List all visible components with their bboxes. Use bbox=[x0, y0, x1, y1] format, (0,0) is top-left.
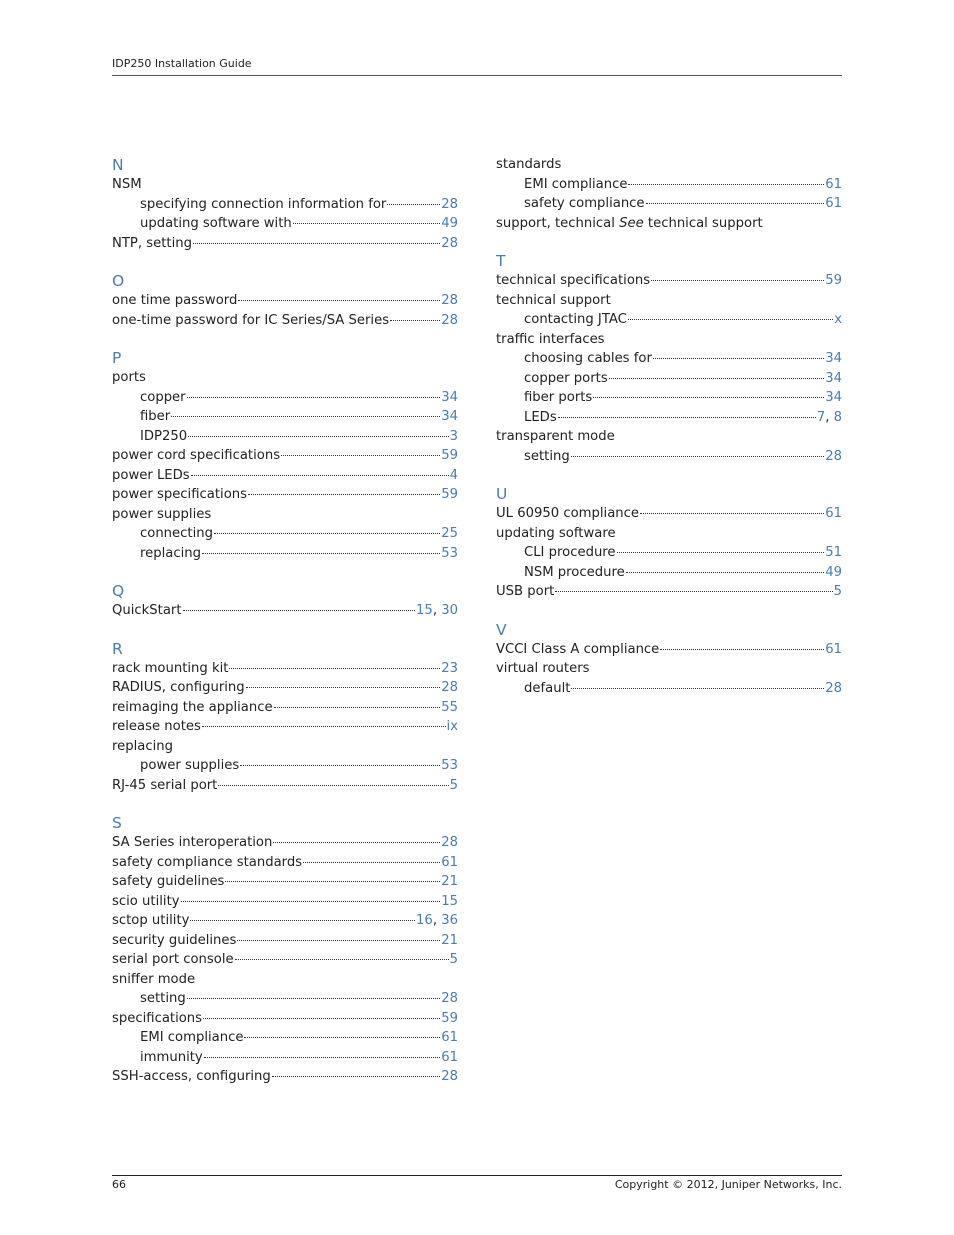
dot-leader bbox=[183, 610, 416, 611]
section-letter: U bbox=[496, 485, 508, 503]
index-term: safety guidelines bbox=[112, 874, 225, 889]
index-section bbox=[112, 155, 458, 253]
page-refs bbox=[441, 388, 458, 408]
section-letter: R bbox=[112, 639, 123, 658]
page-link[interactable]: 61 bbox=[825, 641, 842, 657]
copyright-notice: Copyright © 2012, Juniper Networks, Inc. bbox=[614, 1178, 842, 1191]
index-subentry bbox=[496, 543, 842, 563]
dot-leader bbox=[558, 417, 816, 418]
index-section bbox=[112, 271, 458, 330]
index-term: UL 60950 compliance bbox=[496, 506, 640, 521]
index-entry bbox=[112, 950, 458, 970]
page-refs bbox=[441, 291, 458, 311]
page-link[interactable]: 7 bbox=[816, 409, 826, 425]
index-heading: transparent mode bbox=[496, 429, 615, 444]
index-term: updating software with bbox=[140, 216, 292, 231]
index-entry bbox=[112, 466, 458, 486]
index-subentry bbox=[112, 989, 458, 1009]
index-term: EMI compliance bbox=[524, 176, 628, 192]
page-refs bbox=[450, 776, 458, 796]
page-refs bbox=[441, 678, 458, 698]
index-term: contacting JTAC bbox=[524, 312, 627, 327]
page-refs bbox=[441, 989, 458, 1009]
page-link[interactable]: 28 bbox=[441, 991, 458, 1006]
index-term: sctop utility bbox=[112, 913, 190, 928]
page-link[interactable]: 28 bbox=[441, 293, 458, 308]
index-subentry bbox=[496, 369, 842, 389]
index-term: specifications bbox=[112, 1010, 203, 1026]
index-subentry bbox=[112, 388, 458, 408]
index-section bbox=[496, 620, 842, 699]
index-entry bbox=[112, 485, 458, 505]
page-refs bbox=[441, 1009, 458, 1029]
dot-leader bbox=[204, 1057, 441, 1058]
index-entry bbox=[112, 1067, 458, 1087]
running-header: IDP250 Installation Guide bbox=[112, 57, 252, 70]
index-term: safety compliance standards bbox=[112, 854, 303, 870]
page-link[interactable]: 8 bbox=[833, 409, 842, 425]
dot-leader bbox=[281, 455, 440, 456]
index-term: EMI compliance bbox=[140, 1030, 244, 1045]
page-refs bbox=[825, 349, 842, 369]
dot-leader bbox=[191, 475, 449, 476]
dot-leader bbox=[646, 203, 825, 204]
index-section bbox=[112, 581, 458, 621]
page-refs bbox=[441, 1048, 458, 1068]
page-link[interactable]: 15 bbox=[416, 603, 433, 618]
page-refs bbox=[825, 447, 842, 467]
page-refs bbox=[441, 214, 458, 234]
page-link[interactable]: 5 bbox=[449, 952, 458, 967]
index-term: support, technical bbox=[496, 215, 620, 231]
index-section bbox=[112, 813, 458, 1087]
page-link[interactable]: 34 bbox=[825, 390, 842, 405]
index-subentry bbox=[112, 1028, 458, 1048]
index-term: release notes bbox=[112, 719, 201, 734]
index-subentry bbox=[496, 349, 842, 369]
dot-leader bbox=[171, 416, 440, 417]
page-refs bbox=[416, 601, 458, 621]
page-refs bbox=[441, 931, 458, 951]
index-term: SA Series interoperation bbox=[112, 835, 273, 850]
section-letter: T bbox=[496, 252, 506, 270]
dot-leader bbox=[293, 223, 440, 224]
page-link[interactable]: 28 bbox=[441, 835, 458, 850]
page-number: 66 bbox=[112, 1178, 126, 1191]
index-entry bbox=[496, 640, 842, 660]
page-link[interactable]: 61 bbox=[441, 1030, 458, 1045]
index-heading: sniffer mode bbox=[112, 971, 196, 987]
see-target: technical support bbox=[643, 215, 763, 231]
index-entry bbox=[112, 931, 458, 951]
index-entry bbox=[112, 853, 458, 873]
page-link[interactable]: 28 bbox=[441, 312, 458, 328]
dot-leader bbox=[617, 552, 825, 553]
index-heading: NSM bbox=[112, 177, 142, 192]
page-link[interactable]: 28 bbox=[825, 448, 842, 464]
page-link[interactable]: 28 bbox=[441, 1069, 458, 1084]
page-refs bbox=[441, 524, 458, 544]
index-subentry bbox=[112, 407, 458, 427]
index-column-right bbox=[496, 155, 842, 698]
page-refs bbox=[441, 892, 458, 912]
index-subentry bbox=[496, 679, 842, 699]
page-link[interactable]: 59 bbox=[441, 487, 458, 502]
index-term: USB port bbox=[496, 584, 555, 599]
page-link[interactable]: 3 bbox=[449, 428, 458, 444]
dot-leader bbox=[303, 862, 440, 863]
section-letter: S bbox=[112, 814, 122, 832]
page-refs bbox=[825, 271, 842, 291]
page-refs bbox=[441, 853, 458, 873]
page-link[interactable]: 49 bbox=[441, 216, 458, 231]
index-term: LEDs bbox=[524, 409, 557, 425]
index-subentry bbox=[112, 195, 458, 215]
page-link[interactable]: 53 bbox=[441, 758, 458, 773]
page-refs bbox=[441, 1067, 458, 1087]
index-term: VCCI Class A compliance bbox=[496, 641, 660, 657]
dot-leader bbox=[626, 572, 825, 573]
page-link[interactable]: 61 bbox=[441, 1049, 458, 1065]
section-letter: N bbox=[112, 156, 124, 174]
page-refs bbox=[441, 659, 458, 679]
page-refs bbox=[416, 911, 458, 931]
page-refs bbox=[834, 310, 842, 330]
page-link[interactable]: 59 bbox=[825, 273, 842, 288]
dot-leader bbox=[248, 494, 440, 495]
page-link[interactable]: 49 bbox=[825, 564, 842, 580]
dot-leader bbox=[235, 959, 449, 960]
index-entry bbox=[112, 1009, 458, 1029]
dot-leader bbox=[571, 688, 824, 689]
dot-leader bbox=[218, 785, 448, 786]
index-entry bbox=[112, 678, 458, 698]
index-heading: standards bbox=[496, 157, 562, 172]
dot-leader bbox=[593, 397, 824, 398]
page-link[interactable]: 28 bbox=[441, 235, 458, 251]
dot-leader bbox=[188, 436, 448, 437]
page-link[interactable]: x bbox=[834, 312, 842, 327]
page-refs bbox=[441, 1028, 458, 1048]
index-section bbox=[112, 348, 458, 563]
dot-leader bbox=[193, 243, 440, 244]
page-link[interactable]: 61 bbox=[825, 506, 842, 521]
index-term: copper ports bbox=[524, 370, 608, 386]
index-term: replacing bbox=[140, 545, 202, 561]
dot-leader bbox=[274, 707, 441, 708]
page-refs bbox=[825, 563, 842, 583]
index-term: power supplies bbox=[140, 758, 240, 773]
page-refs bbox=[441, 756, 458, 776]
index-entry bbox=[112, 892, 458, 912]
page-link[interactable]: 51 bbox=[825, 545, 842, 560]
dot-leader bbox=[229, 668, 440, 669]
dot-leader bbox=[225, 881, 440, 882]
page-link[interactable]: 59 bbox=[441, 448, 458, 463]
dot-leader bbox=[190, 920, 415, 921]
index-subentry bbox=[496, 310, 842, 330]
dot-leader bbox=[653, 358, 824, 359]
index-entry bbox=[112, 659, 458, 679]
index-subentry bbox=[112, 524, 458, 544]
index-entry bbox=[112, 601, 458, 621]
page-separator: , bbox=[825, 409, 834, 425]
page-refs bbox=[817, 408, 842, 428]
dot-leader bbox=[628, 184, 824, 185]
index-subentry bbox=[112, 1048, 458, 1068]
index-section bbox=[496, 251, 842, 466]
page-link[interactable]: 61 bbox=[825, 196, 842, 211]
index-term: IDP250 bbox=[140, 428, 188, 444]
index-see-entry bbox=[496, 214, 842, 234]
page-link[interactable]: 21 bbox=[441, 874, 458, 889]
index-term: connecting bbox=[140, 526, 213, 541]
page-refs bbox=[447, 717, 458, 737]
index-term: security guidelines bbox=[112, 932, 237, 948]
page-link[interactable]: 30 bbox=[441, 603, 458, 618]
page-link[interactable]: 25 bbox=[441, 526, 458, 541]
section-letter: P bbox=[112, 349, 122, 367]
page-refs bbox=[441, 544, 458, 564]
index-section bbox=[496, 155, 842, 233]
index-entry bbox=[112, 833, 458, 853]
dot-leader bbox=[651, 280, 824, 281]
page-link[interactable]: 53 bbox=[441, 545, 458, 561]
index-heading: virtual routers bbox=[496, 661, 590, 676]
page-link[interactable]: 4 bbox=[449, 467, 458, 483]
index-entry bbox=[496, 582, 842, 602]
page-separator: , bbox=[432, 603, 442, 618]
page-refs bbox=[825, 194, 842, 214]
index-heading: technical support bbox=[496, 292, 611, 308]
index-heading: updating software bbox=[496, 525, 616, 541]
section-letter: V bbox=[496, 620, 507, 639]
page-link[interactable]: 28 bbox=[825, 680, 842, 696]
page-refs bbox=[825, 543, 842, 563]
index-heading: power supplies bbox=[112, 506, 212, 522]
page-refs bbox=[441, 833, 458, 853]
index-term: fiber ports bbox=[524, 390, 593, 405]
index-term: technical specifications bbox=[496, 273, 651, 288]
page-refs bbox=[825, 640, 842, 660]
index-subentry bbox=[496, 447, 842, 467]
index-entry bbox=[112, 717, 458, 737]
index-term: rack mounting kit bbox=[112, 660, 229, 676]
page-link[interactable]: 55 bbox=[441, 699, 458, 715]
page-refs bbox=[825, 369, 842, 389]
dot-leader bbox=[390, 320, 440, 321]
index-term: power LEDs bbox=[112, 467, 190, 483]
page-refs bbox=[825, 175, 842, 195]
dot-leader bbox=[187, 998, 441, 999]
page-refs bbox=[825, 504, 842, 524]
index-subentry bbox=[496, 388, 842, 408]
dot-leader bbox=[187, 397, 441, 398]
index-term: choosing cables for bbox=[524, 351, 652, 366]
index-term: safety compliance bbox=[524, 196, 645, 211]
index-term: CLI procedure bbox=[524, 545, 616, 560]
dot-leader bbox=[628, 319, 833, 320]
index-term: power cord specifications bbox=[112, 448, 281, 463]
dot-leader bbox=[214, 533, 440, 534]
index-subentry bbox=[112, 756, 458, 776]
dot-leader bbox=[246, 687, 441, 688]
index-subentry bbox=[112, 544, 458, 564]
dot-leader bbox=[609, 378, 825, 379]
page-refs bbox=[441, 485, 458, 505]
index-heading: ports bbox=[112, 370, 146, 385]
page-link[interactable]: 21 bbox=[441, 932, 458, 948]
dot-leader bbox=[238, 300, 440, 301]
page-refs bbox=[834, 582, 842, 602]
index-entry bbox=[112, 776, 458, 796]
page-refs bbox=[441, 311, 458, 331]
dot-leader bbox=[387, 204, 440, 205]
dot-leader bbox=[571, 456, 825, 457]
page-link[interactable]: 61 bbox=[825, 176, 842, 192]
page-separator: , bbox=[432, 913, 442, 928]
index-term: SSH-access, configuring bbox=[112, 1069, 271, 1084]
page-link[interactable]: 28 bbox=[441, 680, 458, 695]
page-link[interactable]: 34 bbox=[441, 389, 458, 405]
section-letter: Q bbox=[112, 582, 125, 600]
index-term: serial port console bbox=[112, 952, 234, 967]
index-term: setting bbox=[140, 991, 186, 1006]
dot-leader bbox=[181, 901, 441, 902]
index-term: setting bbox=[524, 448, 570, 464]
index-subentry bbox=[112, 214, 458, 234]
page-refs bbox=[450, 466, 458, 486]
header-rule bbox=[112, 75, 842, 76]
page-link[interactable]: 34 bbox=[825, 370, 842, 386]
dot-leader bbox=[640, 513, 824, 514]
index-subentry bbox=[496, 194, 842, 214]
index-subentry bbox=[496, 408, 842, 428]
dot-leader bbox=[244, 1037, 440, 1038]
dot-leader bbox=[237, 940, 440, 941]
index-subentry bbox=[112, 427, 458, 447]
page-link[interactable]: 28 bbox=[441, 196, 458, 212]
page-refs bbox=[441, 195, 458, 215]
dot-leader bbox=[240, 765, 440, 766]
index-term: power specifications bbox=[112, 487, 247, 502]
see-reference-word: See bbox=[619, 215, 644, 231]
index-term: copper bbox=[140, 389, 186, 405]
page-link[interactable]: ix bbox=[446, 719, 458, 734]
index-term: RJ-45 serial port bbox=[112, 777, 218, 793]
dot-leader bbox=[203, 1018, 440, 1019]
index-entry bbox=[112, 698, 458, 718]
page-refs bbox=[825, 388, 842, 408]
page-link[interactable]: 34 bbox=[825, 351, 842, 366]
index-term: fiber bbox=[140, 409, 171, 424]
index-column-left bbox=[112, 155, 458, 1087]
page-link[interactable]: 16 bbox=[416, 913, 433, 928]
index-term: NTP, setting bbox=[112, 235, 192, 251]
dot-leader bbox=[273, 842, 440, 843]
index-term: one time password bbox=[112, 293, 238, 308]
index-entry bbox=[496, 271, 842, 291]
index-term: RADIUS, configuring bbox=[112, 680, 245, 695]
index-entry bbox=[112, 234, 458, 254]
index-subentry bbox=[496, 175, 842, 195]
page-link[interactable]: 15 bbox=[441, 893, 458, 909]
index-term: immunity bbox=[140, 1049, 203, 1065]
index-subentry bbox=[496, 563, 842, 583]
index-term: one-time password for IC Series/SA Series bbox=[112, 312, 390, 328]
index-section bbox=[112, 639, 458, 796]
page-link[interactable]: 23 bbox=[441, 660, 458, 676]
index-entry bbox=[112, 311, 458, 331]
footer-rule bbox=[112, 1175, 842, 1176]
page-link[interactable]: 36 bbox=[441, 913, 458, 928]
page-refs bbox=[450, 950, 458, 970]
page-refs bbox=[825, 679, 842, 699]
index-entry bbox=[112, 446, 458, 466]
index-term: QuickStart bbox=[112, 603, 182, 618]
dot-leader bbox=[555, 591, 832, 592]
index-entry bbox=[112, 291, 458, 311]
page-refs bbox=[441, 407, 458, 427]
page-refs bbox=[450, 427, 458, 447]
index-heading: replacing bbox=[112, 738, 174, 754]
dot-leader bbox=[202, 726, 446, 727]
dot-leader bbox=[660, 649, 824, 650]
index-entry bbox=[496, 504, 842, 524]
section-letter: O bbox=[112, 272, 125, 290]
page-link[interactable]: 5 bbox=[833, 584, 842, 599]
index-section bbox=[496, 484, 842, 602]
page-refs bbox=[441, 698, 458, 718]
dot-leader bbox=[202, 553, 440, 554]
index-term: default bbox=[524, 680, 571, 696]
index-term: reimaging the appliance bbox=[112, 699, 273, 715]
page-refs bbox=[441, 234, 458, 254]
index-term: NSM procedure bbox=[524, 564, 625, 580]
index-term: scio utility bbox=[112, 893, 180, 909]
page-link[interactable]: 5 bbox=[449, 777, 458, 793]
index-entry bbox=[112, 872, 458, 892]
index-term: specifying connection information for bbox=[140, 196, 387, 212]
dot-leader bbox=[272, 1076, 440, 1077]
index-heading: traffic interfaces bbox=[496, 331, 605, 347]
page-link[interactable]: 59 bbox=[441, 1010, 458, 1026]
index-entry bbox=[112, 911, 458, 931]
page-link[interactable]: 34 bbox=[441, 409, 458, 424]
page-link[interactable]: 61 bbox=[441, 854, 458, 870]
page-refs bbox=[441, 446, 458, 466]
page-refs bbox=[441, 872, 458, 892]
